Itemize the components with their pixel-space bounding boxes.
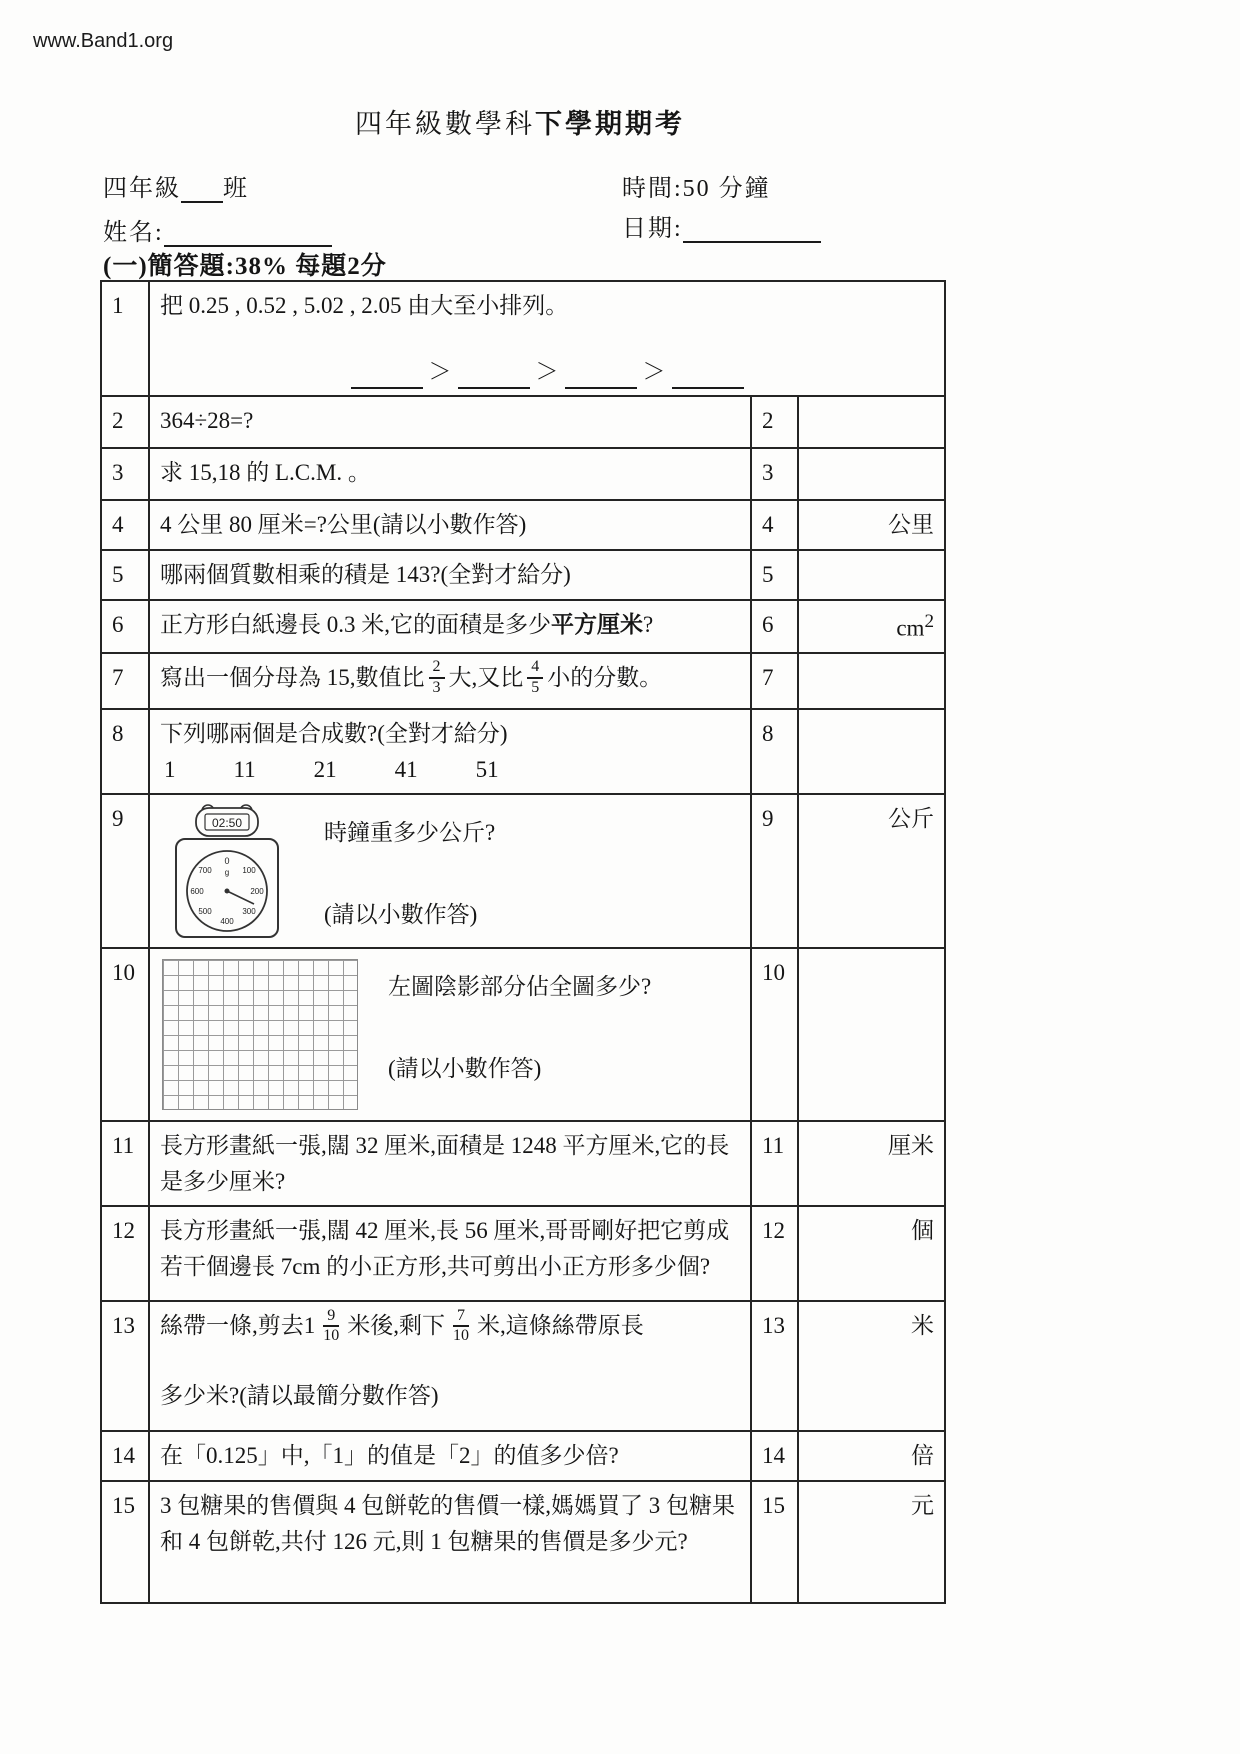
exam-title-normal: 四年級數學科 xyxy=(355,109,535,139)
date-blank-line xyxy=(683,219,821,243)
question-number: 9 xyxy=(101,794,149,948)
question-number: 11 xyxy=(101,1121,149,1206)
question-10-text: 左圖陰影部分佔全圖多少? xyxy=(388,974,652,1000)
answer-unit-cell xyxy=(798,396,945,448)
question-7-part3: 小的分數。 xyxy=(547,664,663,690)
answer-number-cell: 12 xyxy=(751,1206,798,1301)
gt-symbol: ＞ xyxy=(428,358,452,384)
question-number: 6 xyxy=(101,600,149,653)
answer-unit-cell xyxy=(798,653,945,709)
question-13-part3: 米,這條絲帶原長 xyxy=(477,1313,644,1339)
clock-display: 02:50 xyxy=(211,816,243,831)
question-row-9 xyxy=(101,794,945,948)
question-number: 7 xyxy=(101,653,149,709)
dial-label: 600 xyxy=(190,887,204,897)
question-number: 12 xyxy=(101,1206,149,1301)
question-number: 10 xyxy=(101,948,149,1121)
answer-number-cell: 5 xyxy=(751,550,798,600)
question-13-line2: 多少米?(請以最簡分數作答) xyxy=(160,1382,439,1408)
question-row-13 xyxy=(101,1301,945,1431)
name-label: 姓名: xyxy=(103,220,164,246)
question-10-note: (請以小數作答) xyxy=(388,1055,542,1081)
unit-cm-exponent: 2 xyxy=(924,610,935,632)
answer-unit-cell: 元 xyxy=(798,1481,945,1603)
answer-number-cell: 4 xyxy=(751,500,798,550)
gt-symbol: ＞ xyxy=(642,358,666,384)
question-13-part1: 絲帶一條,剪去 xyxy=(160,1313,304,1339)
fraction-denominator: 10 xyxy=(453,1327,469,1345)
question-7-part1: 寫出一個分母為 15,數值比 xyxy=(160,664,425,690)
answer-number-cell: 10 xyxy=(751,948,798,1121)
question-number: 14 xyxy=(101,1431,149,1481)
answer-number-cell: 9 xyxy=(751,794,798,948)
option-value: 11 xyxy=(233,756,256,782)
answer-unit-cell: 個 xyxy=(798,1206,945,1301)
answer-unit-cell xyxy=(798,948,945,1121)
answer-number-cell: 7 xyxy=(751,653,798,709)
answer-unit-cell: 公里 xyxy=(798,500,945,550)
question-text xyxy=(149,709,751,794)
class-suffix-label: 班 xyxy=(223,176,249,202)
answer-unit-cell: 厘米 xyxy=(798,1121,945,1206)
question-text: 長方形畫紙一張,闊 32 厘米,面積是 1248 平方厘米,它的長是多少厘米? xyxy=(149,1121,751,1206)
question-row-7 xyxy=(101,653,945,709)
question-text: 在「0.125」中,「1」的值是「2」的值多少倍? xyxy=(149,1431,751,1481)
unit-cm: cm xyxy=(896,615,925,641)
question-number: 4 xyxy=(101,500,149,550)
answer-unit-cell xyxy=(798,709,945,794)
fraction-four-fifths xyxy=(527,658,543,697)
mixed-number-whole: 1 xyxy=(303,1313,316,1339)
dial-unit: g xyxy=(224,868,230,878)
answer-unit-cell: 米 xyxy=(798,1301,945,1431)
question-number: 13 xyxy=(101,1301,149,1431)
question-row-12 xyxy=(101,1206,945,1301)
watermark: www.Band1.org xyxy=(33,30,174,52)
question-row-15 xyxy=(101,1481,945,1603)
answer-unit-cell xyxy=(798,600,945,653)
option-value: 21 xyxy=(313,756,337,782)
question-text: 4 公里 80 厘米=?公里(請以小數作答) xyxy=(149,500,751,550)
question-6-bold: 平方厘米 xyxy=(551,611,643,637)
question-row-1 xyxy=(101,281,945,396)
question-text: 364÷28=? xyxy=(149,396,751,448)
question-8-text: 下列哪兩個是合成數?(全對才給分) xyxy=(160,720,508,746)
question-text: 3 包糖果的售價與 4 包餅乾的售價一樣,媽媽買了 3 包糖果和 4 包餅乾,共付 126 元,則 1 包糖果的售價是多少元? xyxy=(149,1481,751,1603)
answer-number-cell: 11 xyxy=(751,1121,798,1206)
question-row-3 xyxy=(101,448,945,500)
fraction-numerator: 7 xyxy=(453,1307,469,1327)
question-row-2 xyxy=(101,396,945,448)
exam-title-bold: 下學期期考 xyxy=(535,109,685,139)
question-row-14 xyxy=(101,1431,945,1481)
name-field xyxy=(103,212,332,247)
grade-label: 四年級 xyxy=(103,176,181,202)
answer-number-cell: 13 xyxy=(751,1301,798,1431)
question-text xyxy=(149,600,751,653)
question-text xyxy=(149,281,945,396)
question-9-note: (請以小數作答) xyxy=(324,901,478,927)
gt-symbol: ＞ xyxy=(535,358,559,384)
question-text xyxy=(149,1301,751,1431)
date-field xyxy=(622,208,821,243)
date-label: 日期: xyxy=(622,216,683,242)
fraction-denominator: 3 xyxy=(432,678,441,696)
question-1-text: 把 0.25 , 0.52 , 5.02 , 2.05 由大至小排列。 xyxy=(160,293,569,318)
question-row-11 xyxy=(101,1121,945,1206)
dial-label: 500 xyxy=(198,907,212,917)
dial-label: 100 xyxy=(242,866,256,876)
dial-label: 400 xyxy=(220,917,234,927)
fraction-numerator: 4 xyxy=(527,658,543,678)
question-13-part2: 米後,剩下 xyxy=(347,1313,445,1339)
dial-label: 300 xyxy=(242,907,256,917)
question-number: 15 xyxy=(101,1481,149,1603)
dial-label: 200 xyxy=(250,887,264,897)
option-value: 41 xyxy=(394,756,418,782)
dial-label: 0 xyxy=(224,856,230,867)
dial-label: 700 xyxy=(198,866,212,876)
question-row-6 xyxy=(101,600,945,653)
question-6-text: 正方形白紙邊長 0.3 米,它的面積是多少 xyxy=(160,611,551,637)
fraction-two-thirds xyxy=(429,658,445,697)
blank-line xyxy=(565,365,637,389)
answer-number-cell: 3 xyxy=(751,448,798,500)
clock-on-scale-illustration xyxy=(160,801,294,941)
class-field xyxy=(103,168,249,203)
answer-unit-cell: 公斤 xyxy=(798,794,945,948)
fraction-nine-tenths xyxy=(319,1307,343,1346)
ordering-blanks xyxy=(160,354,934,390)
question-row-5 xyxy=(101,550,945,600)
answer-number-cell: 6 xyxy=(751,600,798,653)
question-13-line1 xyxy=(160,1308,740,1347)
question-text: 求 15,18 的 L.C.M. 。 xyxy=(149,448,751,500)
answer-unit-cell xyxy=(798,448,945,500)
answer-number-cell: 8 xyxy=(751,709,798,794)
question-number: 5 xyxy=(101,550,149,600)
question-number: 1 xyxy=(101,281,149,396)
blank-line xyxy=(458,365,530,389)
blank-line xyxy=(672,365,744,389)
answer-number-cell: 14 xyxy=(751,1431,798,1481)
exam-title xyxy=(100,102,940,141)
option-value: 51 xyxy=(475,756,499,782)
answer-unit-cell: 倍 xyxy=(798,1431,945,1481)
grid-illustration xyxy=(162,959,358,1110)
option-value: 1 xyxy=(164,756,176,782)
question-text xyxy=(149,948,751,1121)
section-heading: (一)簡答題:38% 每題2分 xyxy=(103,253,387,280)
class-blank-line xyxy=(181,179,223,203)
fraction-numerator: 9 xyxy=(323,1307,339,1327)
answer-number-cell: 15 xyxy=(751,1481,798,1603)
question-text: 哪兩個質數相乘的積是 143?(全對才給分) xyxy=(149,550,751,600)
time-label: 時間:50 分鐘 xyxy=(622,176,771,202)
question-7-part2: 大,又比 xyxy=(448,664,524,690)
question-text: 長方形畫紙一張,闊 42 厘米,長 56 厘米,哥哥剛好把它剪成若干個邊長 7cm 的小正方形,共可剪出小正方形多少個? xyxy=(149,1206,751,1301)
fraction-numerator: 2 xyxy=(429,658,445,678)
answer-unit-cell xyxy=(798,550,945,600)
composite-number-options xyxy=(160,752,740,788)
question-number: 3 xyxy=(101,448,149,500)
question-text xyxy=(149,794,751,948)
fraction-denominator: 10 xyxy=(323,1327,340,1345)
fraction-seven-tenths xyxy=(449,1307,473,1346)
answer-number-cell: 2 xyxy=(751,396,798,448)
time-field xyxy=(622,168,771,203)
blank-line xyxy=(351,365,423,389)
question-9-text: 時鐘重多少公斤? xyxy=(324,820,496,846)
questions-table xyxy=(100,280,946,1604)
question-number: 8 xyxy=(101,709,149,794)
name-blank-line xyxy=(164,223,332,247)
question-row-4 xyxy=(101,500,945,550)
question-row-10 xyxy=(101,948,945,1121)
question-row-8 xyxy=(101,709,945,794)
question-number: 2 xyxy=(101,396,149,448)
question-6-tail: ? xyxy=(643,611,654,637)
fraction-denominator: 5 xyxy=(531,678,540,696)
question-text xyxy=(149,653,751,709)
